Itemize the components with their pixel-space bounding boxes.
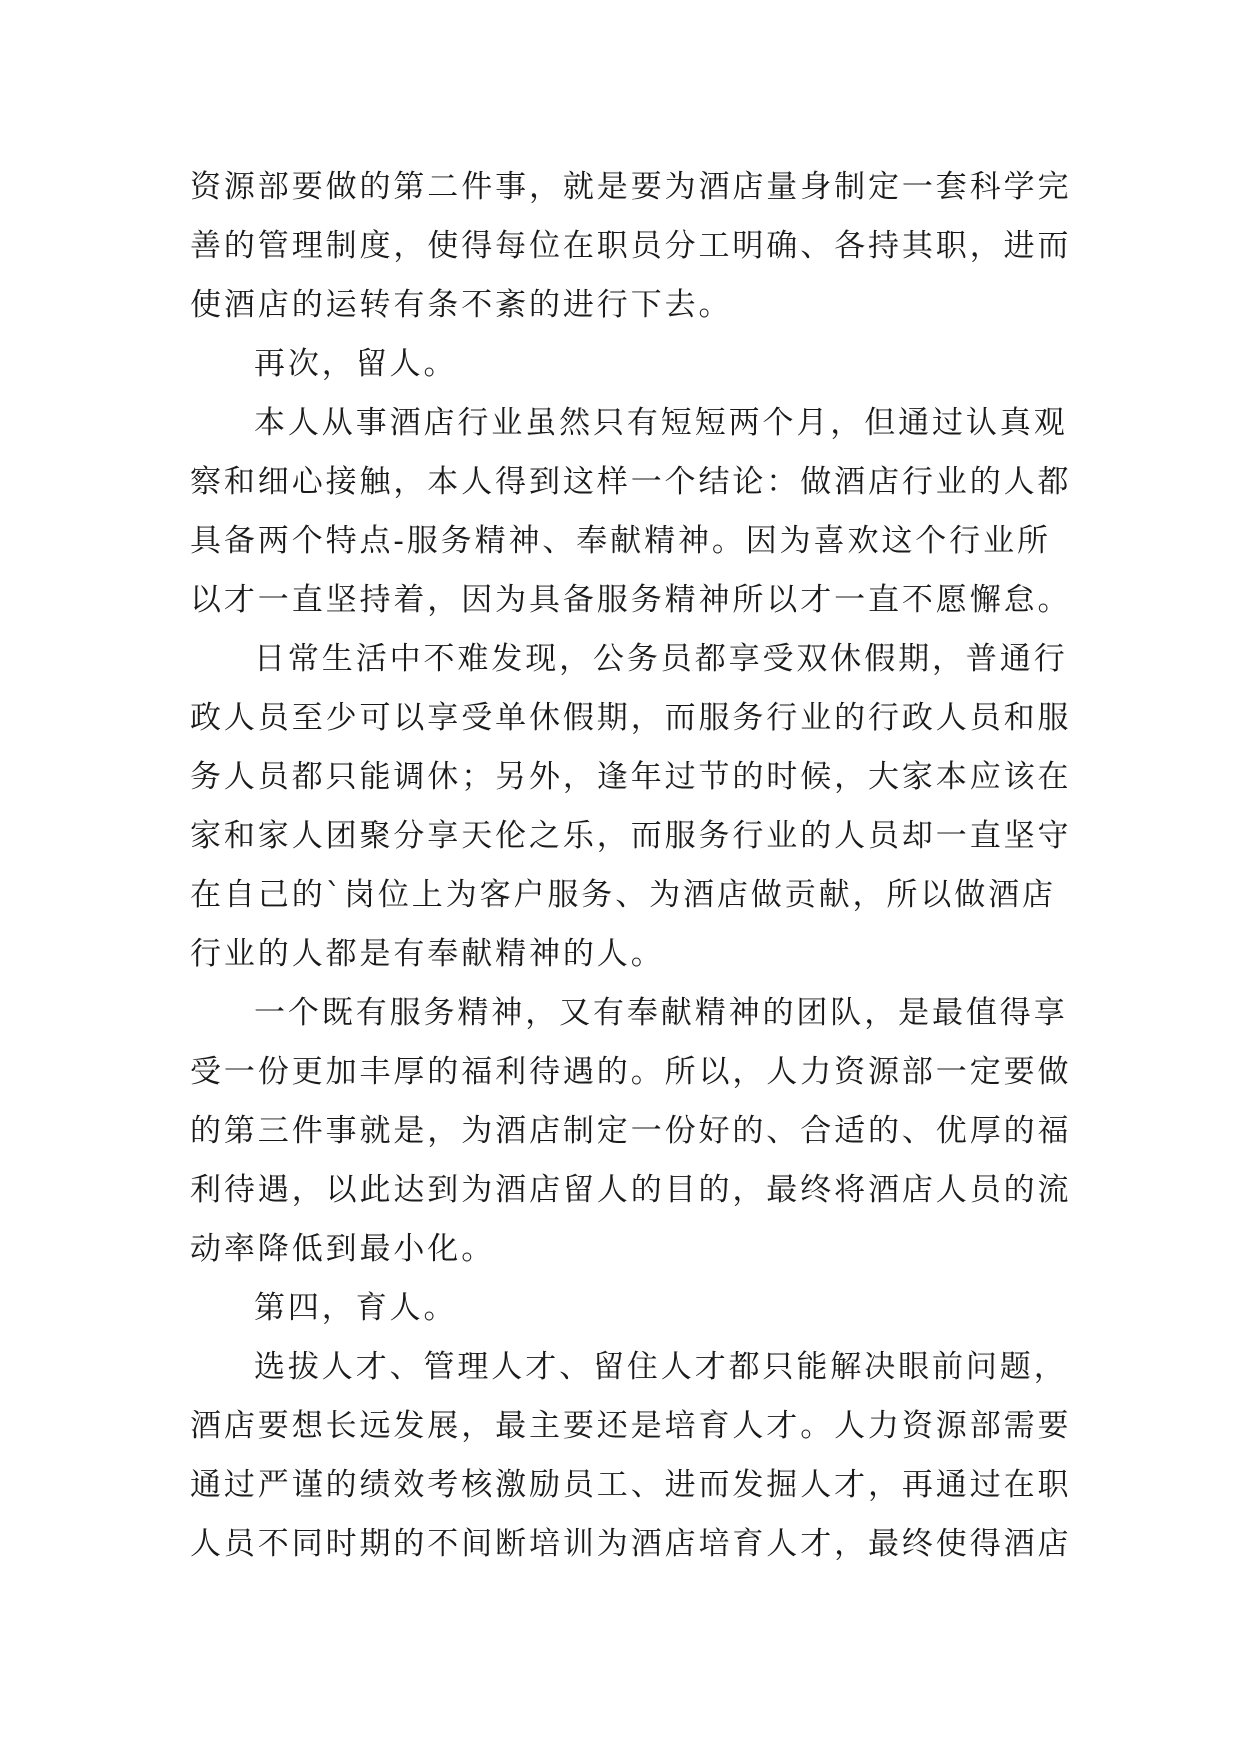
text-line: 善的管理制度，使得每位在职员分工明确、各持其职，进而	[190, 228, 1072, 264]
text-line: 察和细心接触，本人得到这样一个结论：做酒店行业的人都	[190, 464, 1072, 500]
text-line: 本人从事酒店行业虽然只有短短两个月，但通过认真观	[254, 405, 1068, 441]
text-line: 政人员至少可以享受单休假期，而服务行业的行政人员和服	[190, 700, 1072, 736]
text-line: 的第三件事就是，为酒店制定一份好的、合适的、优厚的福	[190, 1113, 1072, 1149]
text-line: 选拔人才、管理人才、留住人才都只能解决眼前问题，	[254, 1349, 1068, 1385]
text-line: 一个既有服务精神，又有奉献精神的团队，是最值得享	[254, 995, 1068, 1031]
text-line: 通过严谨的绩效考核激励员工、进而发掘人才，再通过在职	[190, 1467, 1072, 1503]
text-line: 资源部要做的第二件事，就是要为酒店量身制定一套科学完	[190, 169, 1072, 205]
text-line: 人员不同时期的不间断培训为酒店培育人才，最终使得酒店	[190, 1526, 1072, 1562]
text-line: 以才一直坚持着，因为具备服务精神所以才一直不愿懈怠。	[190, 582, 1072, 618]
text-line: 酒店要想长远发展，最主要还是培育人才。人力资源部需要	[190, 1408, 1072, 1444]
document-body	[190, 158, 1070, 1574]
section-heading-retain-talent: 再次，留人。	[254, 346, 458, 382]
text-line: 家和家人团聚分享天伦之乐，而服务行业的人员却一直坚守	[190, 818, 1072, 854]
text-line: 受一份更加丰厚的福利待遇的。所以，人力资源部一定要做	[190, 1054, 1072, 1090]
text-line: 务人员都只能调休；另外，逢年过节的时候，大家本应该在	[190, 759, 1072, 795]
text-line: 动率降低到最小化。	[190, 1231, 496, 1267]
text-line: 具备两个特点-服务精神、奉献精神。因为喜欢这个行业所	[190, 523, 1051, 559]
section-heading-cultivate-talent: 第四，育人。	[254, 1290, 458, 1326]
text-line: 在自己的`岗位上为客户服务、为酒店做贡献，所以做酒店	[190, 877, 1056, 913]
text-line: 利待遇，以此达到为酒店留人的目的，最终将酒店人员的流	[190, 1172, 1072, 1208]
text-line: 行业的人都是有奉献精神的人。	[190, 936, 665, 972]
text-line: 日常生活中不难发现，公务员都享受双休假期，普通行	[254, 641, 1068, 677]
text-line: 使酒店的运转有条不紊的进行下去。	[190, 287, 733, 323]
